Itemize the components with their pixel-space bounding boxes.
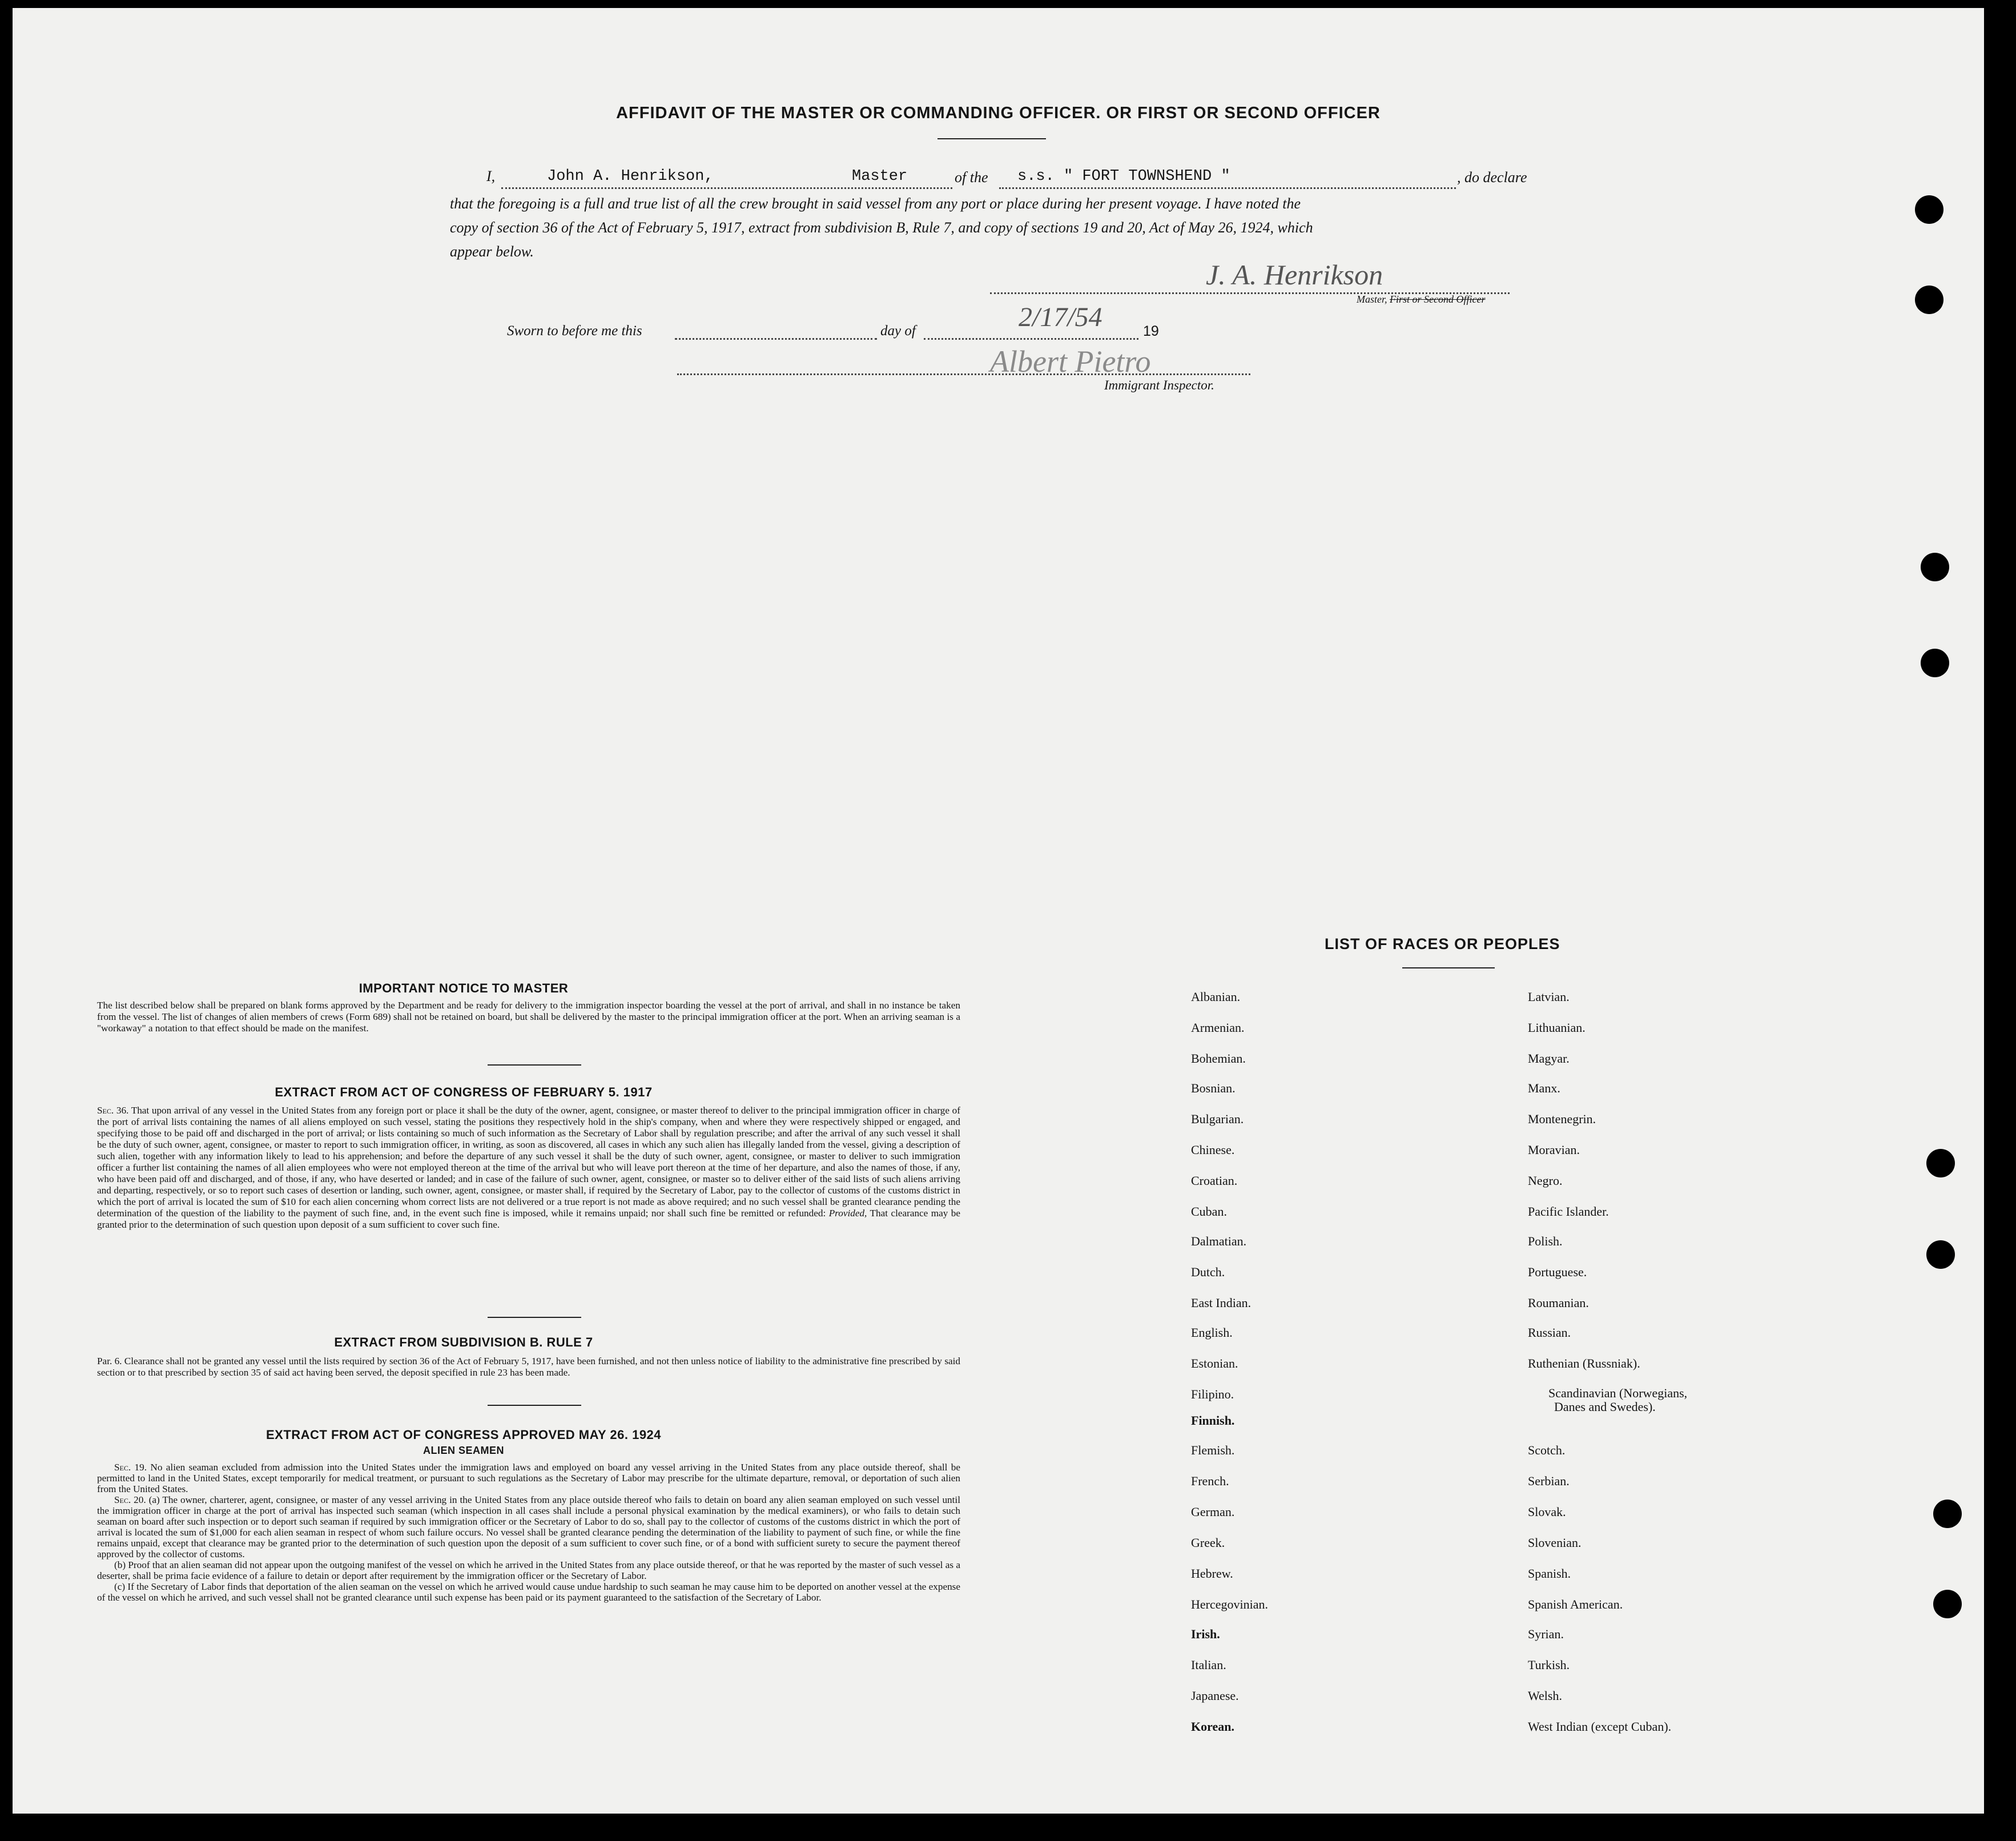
rule-7-body: Par. 6. Clearance shall not be granted any vessel until the lists required by section 36 of the Act of February 5, 1917, have been furnished, and not then unless notice of liability to the administrative fine prescribed by said section or to that prescribed by section 35 of said act having been served, the deposit specified in rule 23 has been made. <box>97 1356 960 1378</box>
affidavit-text <box>450 192 1546 264</box>
race-item: Magyar. <box>1528 1051 1570 1066</box>
binder-hole <box>1926 1149 1955 1177</box>
race-item: Filipino. <box>1191 1387 1234 1401</box>
race-item: Italian. <box>1191 1658 1226 1672</box>
race-item: Cuban. <box>1191 1204 1227 1219</box>
race-item: Albanian. <box>1191 990 1241 1004</box>
act-1924-title: EXTRACT FROM ACT OF CONGRESS APPROVED MAY 26. 1924 <box>265 1428 662 1442</box>
sec-19-label: Sec. 19. <box>114 1462 147 1473</box>
vessel-name: s.s. " FORT TOWNSHEND " <box>1017 168 1230 185</box>
sec-19-paragraph <box>97 1462 960 1494</box>
race-item: Scotch. <box>1528 1443 1566 1457</box>
race-item: Slovenian. <box>1528 1535 1582 1550</box>
rule-7-title: EXTRACT FROM SUBDIVISION B. RULE 7 <box>334 1335 593 1349</box>
binder-hole <box>1915 195 1943 224</box>
master-name: John A. Henrikson, <box>547 168 714 185</box>
race-item: Bulgarian. <box>1191 1112 1244 1126</box>
race-item: Japanese. <box>1191 1689 1239 1703</box>
affidavit-i-label: I, <box>486 168 496 184</box>
sec-36-proviso-label: Provided, <box>828 1208 867 1219</box>
binder-hole <box>1933 1500 1962 1528</box>
race-item: Spanish American. <box>1528 1597 1623 1611</box>
binder-hole <box>1921 553 1949 581</box>
master-caption <box>1357 294 1485 306</box>
sworn-month-line <box>924 338 1138 340</box>
race-item: Roumanian. <box>1528 1296 1589 1310</box>
race-item: Serbian. <box>1528 1474 1570 1488</box>
race-item: Dutch. <box>1191 1265 1225 1279</box>
binder-hole <box>1915 286 1943 314</box>
title-divider <box>937 138 1046 139</box>
sec-20a-body: (a) The owner, charterer, agent, consignee, or master of any vessel arriving in the United States from any place outside thereof who fails to detain on board any alien seaman employed on such vessel until the immigration officer in charge at the port of arrival has inspected such seaman (which inspection in all cases shall include a personal physical examination by the medical examiners), or who fails to detain such seaman on board after such inspection or to deport such seaman if required by such immigration officer or the Secretary of Labor to do so, shall pay to the collector of customs of the customs district in which the port of arrival is located the sum of $1,000 for each alien seaman in respect of whom such failure occurs. No vessel shall be granted clearance pending the determination of the liability to payment of such fine, or while the fine remains unpaid, except that clearance may be granted prior to the determination of such question upon the deposit of a sum sufficient to cover such fine, or of a bond with sufficient surety to secure the payment thereof approved by the collector of customs. <box>97 1494 960 1559</box>
sec-20b-paragraph: (b) Proof that an alien seaman did not appear upon the outgoing manifest of the vessel on which he arrived in the United States from any place outside thereof, or that he was reported by the master of such vessel as a deserter, shall be prima facie evidence of a failure to detain or deport after requirement by the immigration officer or the Secretary of Labor. <box>97 1559 960 1581</box>
race-item: East Indian. <box>1191 1296 1252 1310</box>
race-item: Croatian. <box>1191 1173 1238 1188</box>
race-item: Greek. <box>1191 1535 1225 1550</box>
race-item: Bohemian. <box>1191 1051 1246 1066</box>
sworn-label: Sworn to before me this <box>507 323 642 339</box>
affidavit-line-2: that the foregoing is a full and true list of all the crew brought in said vessel from any port or place during her present voyage. I have noted the <box>450 195 1301 212</box>
master-signature: J. A. Henrikson <box>1206 259 1383 291</box>
binder-hole <box>1933 1590 1962 1618</box>
sec-36-tail: That clearance may be granted prior to the determination of such question upon deposit of a sum sufficient to cover such fine. <box>97 1208 961 1230</box>
master-caption-prefix: Master, <box>1357 294 1387 305</box>
of-the-label: of the <box>955 169 988 186</box>
race-item: Chinese. <box>1191 1143 1235 1157</box>
affidavit-line-4: appear below. <box>450 243 534 260</box>
name-line <box>501 187 952 189</box>
sec-19-body: No alien seaman excluded from admission into the United States under the immigration laws and employed on board any vessel arriving in the United States from any place outside thereof, shall be permitted to land in the United States, except temporarily for medical treatment, or pursuant to such regulations as the Secretary of Labor may prescribe for the ultimate departure, removal, or deportation of such alien from the United States. <box>97 1462 961 1494</box>
race-item: Latvian. <box>1528 990 1570 1004</box>
race-item: Russian. <box>1528 1325 1571 1340</box>
binder-hole <box>1921 649 1949 677</box>
sec-36-label: Sec. 36. <box>97 1105 129 1116</box>
race-item: Finnish. <box>1191 1413 1235 1428</box>
binder-hole <box>1926 1240 1955 1269</box>
race-item: Danes and Swedes). <box>1554 1400 1656 1414</box>
sec-36-text <box>97 1105 960 1231</box>
race-item: Polish. <box>1528 1234 1563 1248</box>
races-title: LIST OF RACES OR PEOPLES <box>1325 935 1560 952</box>
race-item: Dalmatian. <box>1191 1234 1247 1248</box>
race-item: German. <box>1191 1505 1235 1519</box>
race-item: Moravian. <box>1528 1143 1580 1157</box>
sec-36-body: That upon arrival of any vessel in the United States from any foreign port or place it shall be the duty of the owner, agent, consignee, or master thereof to deliver to the principal immigration officer in charge of the port of arrival lists containing the names of all aliens employed on such vessel, stating the positions they respectively hold in the ship's company, when and where they were respectively shipped or engaged, and specifying those to be paid off and discharged in the port of arrival; or lists containing so much of such information as the Secretary of Labor shall by regulation prescribe; and after the arrival of any such vessel it shall be the duty of such owner, agent, consignee, or master to report to such immigration officer, in writing, as soon as discovered, all cases in which any such alien has illegally landed from the vessel, giving a description of such alien, together with any information likely to lead to his apprehension; and before the departure of any such vessel it shall be the duty of such owner, agent, consignee, or master to deliver to such immigration officer a further list containing the names of all alien employees who were not employed thereon at the time of the arrival but who will leave port thereon at the time of her departure, and also the names of those, if any, who have been paid off and discharged, and of those, if any, who have deserted or landed; and in case of the failure of such owner, agent, consignee, or master so to deliver either of the said lists of such aliens arriving and departing, respectively, or so to report such cases of desertion or landing, such owner, agent, consignee, or master shall, if required by the Secretary of Labor, pay to the collector of customs of the customs district in which the port of arrival is located the sum of $10 for each alien concerning whom correct lists are not delivered or a true report is not made as above required; and no such vessel shall be granted clearance pending the determination of the question of the liability to the payment of such fine, and, in the event such fine is imposed, while it remains unpaid; nor shall such fine be remitted or refunded: <box>97 1105 960 1219</box>
inspector-signature-line <box>677 373 1250 375</box>
race-item: Bosnian. <box>1191 1081 1236 1095</box>
year-label: 19 <box>1143 323 1159 339</box>
race-item: Scandinavian (Norwegians, <box>1548 1386 1688 1400</box>
race-item: Lithuanian. <box>1528 1020 1586 1035</box>
race-item: Irish. <box>1191 1627 1220 1641</box>
race-item: Korean. <box>1191 1719 1234 1734</box>
inspector-caption: Immigrant Inspector. <box>1104 378 1214 392</box>
race-item: Pacific Islander. <box>1528 1204 1609 1219</box>
race-item: Hercegovinian. <box>1191 1597 1268 1611</box>
inspector-signature: Albert Pietro <box>990 344 1151 379</box>
race-item: Welsh. <box>1528 1689 1562 1703</box>
sec-19-20-text <box>97 1462 960 1603</box>
extract-1917-title: EXTRACT FROM ACT OF CONGRESS OF FEBRUARY 5. 1917 <box>275 1085 653 1099</box>
race-item: English. <box>1191 1325 1233 1340</box>
race-item: Montenegrin. <box>1528 1112 1596 1126</box>
race-item: Spanish. <box>1528 1566 1571 1581</box>
section-divider <box>488 1317 581 1318</box>
affidavit-title: AFFIDAVIT OF THE MASTER OR COMMANDING OFFICER. OR FIRST OR SECOND OFFICER <box>616 104 1381 122</box>
act-1924-subtitle: ALIEN SEAMEN <box>422 1445 504 1456</box>
form-page <box>13 8 1984 1814</box>
race-item: Manx. <box>1528 1081 1560 1095</box>
race-item: Estonian. <box>1191 1356 1238 1370</box>
day-of-label: day of <box>880 323 916 339</box>
affidavit-line-3: copy of section 36 of the Act of February 5, 1917, extract from subdivision B, Rule 7, and copy of sections 19 and 20, Act of May 26, 1924, which <box>450 219 1313 236</box>
race-item: Negro. <box>1528 1173 1563 1188</box>
race-item: Hebrew. <box>1191 1566 1233 1581</box>
section-divider <box>488 1405 581 1406</box>
master-rank: Master <box>852 168 908 185</box>
important-notice-body: The list described below shall be prepared on blank forms approved by the Department and be ready for delivery to the immigration inspector boarding the vessel at the port of arrival, and shall in no instance be taken from the vessel. The list of changes of alien members of crews (Form 689) shall not be retained on board, but shall be delivered by the master to the principal immigration officer at the port. When an arriving seaman is a "workaway" a notation to that effect should be made on the manifest. <box>97 1000 960 1034</box>
do-declare-label: , do declare <box>1457 169 1527 186</box>
race-item: Syrian. <box>1528 1627 1564 1641</box>
sworn-day-line <box>675 338 877 340</box>
sec-20c-paragraph: (c) If the Secretary of Labor finds that deportation of the alien seaman on the vessel on which he arrived would cause undue hardship to such seaman he may cause him to be deported on another vessel at the expense of the vessel on which he arrived, and such vessel shall not be granted clearance until such expense has been paid or its payment guaranteed to the satisfaction of the Secretary of Labor. <box>97 1581 960 1603</box>
race-item: Slovak. <box>1528 1505 1566 1519</box>
race-item: Ruthenian (Russniak). <box>1528 1356 1640 1370</box>
race-item: West Indian (except Cuban). <box>1528 1719 1672 1734</box>
sec-20-label: Sec. 20. <box>114 1494 146 1505</box>
vessel-line <box>999 187 1456 189</box>
races-title-divider <box>1402 967 1495 968</box>
master-caption-struck: First or Second Officer <box>1390 294 1486 305</box>
race-item: Armenian. <box>1191 1020 1245 1035</box>
sworn-date: 2/17/54 <box>1019 302 1102 332</box>
race-item: Portuguese. <box>1528 1265 1587 1279</box>
section-divider <box>488 1064 581 1066</box>
race-item: French. <box>1191 1474 1229 1488</box>
race-item: Flemish. <box>1191 1443 1235 1457</box>
race-item: Turkish. <box>1528 1658 1570 1672</box>
important-notice-title: IMPORTANT NOTICE TO MASTER <box>359 981 569 995</box>
sec-20a-paragraph <box>97 1494 960 1559</box>
